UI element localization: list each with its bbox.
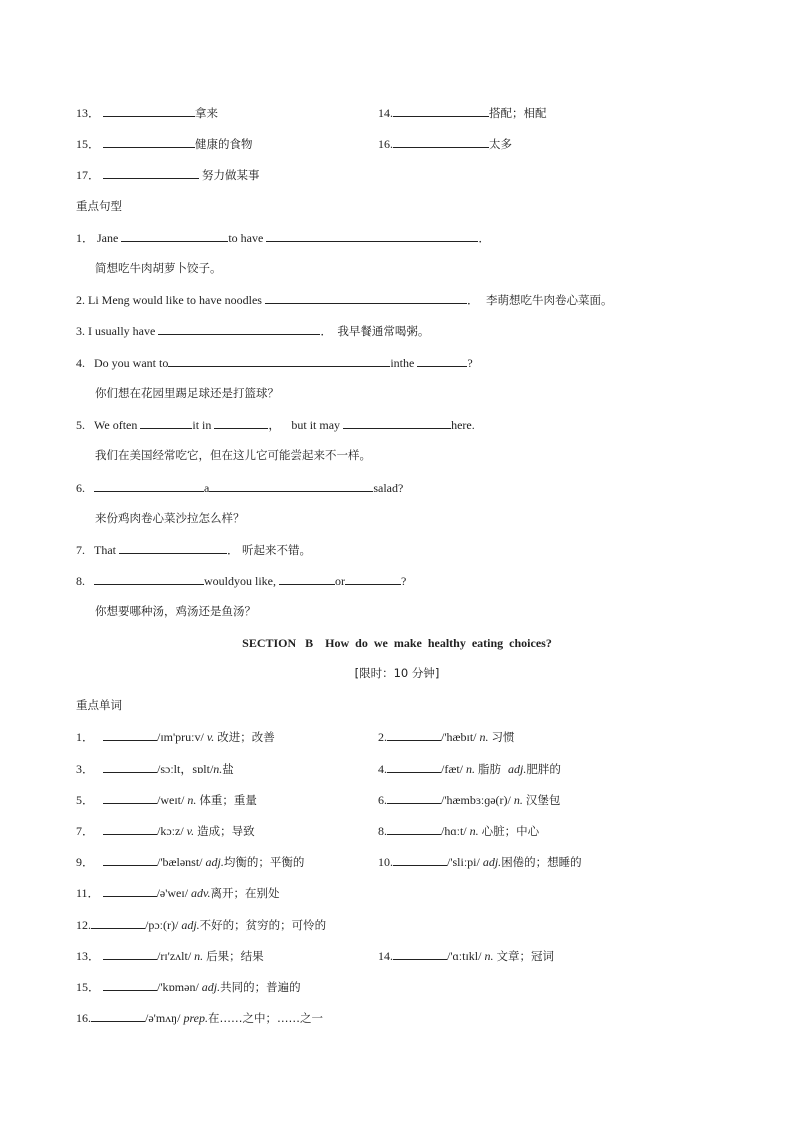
phrase-item (76, 167, 260, 182)
answer-blank[interactable] (140, 417, 192, 429)
sentence-text: We often (94, 418, 138, 432)
part-of-speech: adj. (482, 855, 502, 869)
answer-blank[interactable] (393, 948, 447, 960)
sentence-text: salad? (373, 481, 404, 495)
vocab-item (378, 823, 539, 838)
sentence-item (76, 480, 403, 495)
part-of-speech: n. (479, 730, 489, 744)
answer-blank[interactable] (91, 1010, 145, 1022)
phonetic: /ɪm'pruːv/ (157, 730, 204, 744)
sentence-text: to have (228, 231, 264, 245)
answer-blank[interactable] (417, 355, 467, 367)
answer-blank[interactable] (103, 729, 157, 741)
part-of-speech: prep. (183, 1011, 208, 1025)
sentence-item (76, 355, 473, 370)
sentence-text: ． (320, 324, 333, 338)
part-of-speech: n. (469, 824, 479, 838)
word-meaning: 改进；改善 (217, 730, 275, 744)
answer-blank[interactable] (103, 885, 157, 897)
part-of-speech: adj. (201, 980, 221, 994)
section-title: SECTION B How do we make healthy eating choices? (242, 636, 552, 650)
item-number: 8. (378, 824, 387, 838)
answer-blank[interactable] (103, 167, 199, 179)
sentence-text: ， (268, 418, 281, 432)
answer-blank[interactable] (345, 573, 401, 585)
word-meaning: 在……之中；……之一 (208, 1011, 323, 1025)
vocab-item (378, 761, 561, 776)
item-number: 6. (378, 793, 387, 807)
word-meaning: 困倦的；想睡的 (501, 855, 582, 869)
answer-blank[interactable] (103, 823, 157, 835)
item-number: 1． (76, 231, 95, 245)
answer-blank[interactable] (393, 105, 489, 117)
phonetic: /'kɒmən/ (157, 980, 199, 994)
word-meaning: 汉堡包 (525, 793, 561, 807)
word-meaning: 脂肪 (478, 762, 502, 776)
vocab-item (378, 948, 554, 963)
item-number: 8. (76, 574, 85, 588)
sentence-translation: 简想吃牛肉胡萝卜饺子。 (95, 261, 222, 275)
answer-blank[interactable] (103, 136, 195, 148)
part-of-speech: adj. (181, 918, 200, 932)
answer-blank[interactable] (103, 761, 157, 773)
part-of-speech: n. (194, 949, 204, 963)
part-of-speech: n. (213, 762, 223, 776)
answer-blank[interactable] (121, 230, 228, 242)
sentence-translation: 你想要哪种汤，鸡汤还是鱼汤？ (95, 604, 256, 618)
sentence-text: ． (478, 231, 491, 245)
answer-blank[interactable] (265, 292, 467, 304)
part-of-speech: adj. (508, 762, 527, 776)
phonetic: /hɑːt/ (441, 824, 467, 838)
phonetic: /'hæmbɜːɡə(r)/ (441, 793, 511, 807)
answer-blank[interactable] (209, 480, 373, 492)
phonetic: /rɪ'zʌlt/ (157, 949, 192, 963)
word-meaning: 造成；导致 (197, 824, 255, 838)
vocab-item (76, 917, 326, 932)
vocab-item (378, 729, 515, 744)
vocab-item (76, 761, 234, 776)
phrase-meaning: 拿来 (195, 106, 219, 120)
part-of-speech: n. (484, 949, 494, 963)
word-meaning: 均衡的；平衡的 (223, 855, 305, 869)
answer-blank[interactable] (91, 917, 145, 929)
item-number: 7． (76, 824, 95, 838)
item-number: 13． (76, 949, 101, 963)
item-number: 1． (76, 730, 95, 744)
phonetic: /'hæbɪt/ (441, 730, 477, 744)
sentence-text: here. (451, 418, 475, 432)
word-meaning: 体重；重量 (199, 793, 257, 807)
sentence-text: it in (192, 418, 212, 432)
vocab-item (76, 823, 255, 838)
phonetic: /'ɑːtɪkl/ (447, 949, 482, 963)
phrase-meaning: 努力做某事 (202, 168, 260, 182)
answer-blank[interactable] (387, 761, 441, 773)
item-number: 3． (76, 762, 95, 776)
vocab-item (76, 885, 279, 900)
part-of-speech: v. (206, 730, 215, 744)
sentence-text: wouldyou like, (204, 574, 276, 588)
sentence-text: but it may (291, 418, 341, 432)
phonetic: /'sliːpi/ (447, 855, 480, 869)
part-of-speech: n. (187, 793, 197, 807)
phonetic: /ə'mʌŋ/ (145, 1011, 181, 1025)
phrase-meaning: 健康的食物 (195, 137, 253, 151)
item-number: 11． (76, 886, 100, 900)
word-meaning: 盐 (222, 762, 234, 776)
item-number: 12. (76, 918, 91, 932)
item-number: 14. (378, 106, 393, 120)
time-limit: [限时：10 分钟] (354, 666, 440, 680)
vocab-item (76, 854, 304, 869)
sentence-text: ． (227, 543, 240, 557)
word-meaning: 不好的；贫穷的；可怜的 (199, 918, 327, 932)
answer-blank[interactable] (343, 417, 451, 429)
item-number: 2. (378, 730, 387, 744)
answer-blank[interactable] (103, 948, 157, 960)
item-number: 14. (378, 949, 393, 963)
section-heading: 重点单词 (76, 698, 122, 712)
sentence-text: ? (467, 356, 473, 370)
sentence-translation: 你们想在花园里踢足球还是打篮球？ (95, 386, 279, 400)
answer-blank[interactable] (393, 136, 489, 148)
item-number: 13． (76, 106, 101, 120)
sentence-item (76, 542, 311, 557)
answer-blank[interactable] (387, 729, 441, 741)
item-number: 15． (76, 137, 101, 151)
phonetic: /pɔː(r)/ (145, 918, 179, 932)
sentence-text: ? (401, 574, 407, 588)
part-of-speech: adv. (191, 886, 211, 900)
phonetic: /fæt/ (441, 762, 464, 776)
answer-blank[interactable] (103, 105, 195, 117)
sentence-text: 2. Li Meng would like to have noodles (76, 293, 262, 307)
vocab-item (76, 729, 275, 744)
vocab-item (76, 792, 257, 807)
sentence-translation: 来份鸡肉卷心菜沙拉怎么样？ (95, 511, 245, 525)
answer-blank[interactable] (279, 573, 335, 585)
sentence-item (76, 292, 613, 307)
answer-blank[interactable] (119, 542, 227, 554)
item-number: 15． (76, 980, 101, 994)
answer-blank[interactable] (387, 792, 441, 804)
answer-blank[interactable] (103, 792, 157, 804)
word-meaning: 后果；结果 (206, 949, 264, 963)
section-heading: 重点句型 (76, 199, 122, 213)
sentence-text: inthe (390, 356, 415, 370)
vocab-item (76, 979, 301, 994)
answer-blank[interactable] (103, 854, 157, 866)
phrase-meaning: 太多 (489, 137, 512, 151)
phonetic: /sɔːlt，sɒlt/ (157, 762, 214, 776)
answer-blank[interactable] (393, 854, 447, 866)
word-meaning: 心脏；中心 (481, 824, 540, 838)
item-number: 16. (378, 137, 393, 151)
answer-blank[interactable] (266, 230, 478, 242)
part-of-speech: n. (513, 793, 523, 807)
phrase-item (378, 136, 512, 151)
answer-blank[interactable] (158, 323, 320, 335)
item-number: 5. (76, 418, 85, 432)
phrase-meaning: 搭配；相配 (489, 106, 547, 120)
item-number: 16. (76, 1011, 91, 1025)
answer-blank[interactable] (214, 417, 268, 429)
item-number: 6. (76, 481, 85, 495)
vocab-item (76, 948, 264, 963)
word-meaning: 习惯 (491, 730, 515, 744)
sentence-translation: 我们在美国经常吃它，但在这儿它可能尝起来不一样。 (95, 448, 371, 462)
sentence-text: That (94, 543, 116, 557)
answer-blank[interactable] (103, 979, 157, 991)
sentence-item (76, 573, 406, 588)
sentence-text: 3. I usually have (76, 324, 156, 338)
vocab-item (76, 1010, 323, 1025)
item-number: 5． (76, 793, 95, 807)
item-number: 10. (378, 855, 393, 869)
word-meaning: 肥胖的 (526, 762, 561, 776)
part-of-speech: n. (466, 762, 476, 776)
phonetic: /weɪt/ (157, 793, 185, 807)
word-meaning: 离开；在别处 (210, 886, 280, 900)
phrase-item (378, 105, 547, 120)
answer-blank[interactable] (387, 823, 441, 835)
sentence-item (76, 323, 429, 338)
phrase-item (76, 105, 218, 120)
phonetic: /'bælənst/ (157, 855, 203, 869)
answer-blank[interactable] (168, 355, 390, 367)
phrase-item (76, 136, 253, 151)
part-of-speech: adj. (205, 855, 224, 869)
item-number: 9． (76, 855, 95, 869)
sentence-text: ． (466, 293, 479, 307)
phonetic: /kɔːz/ (157, 824, 184, 838)
vocab-item (378, 854, 582, 869)
sentence-item (76, 417, 475, 432)
item-number: 4. (76, 356, 85, 370)
vocab-item (378, 792, 560, 807)
sentence-text: Do you want to (94, 356, 169, 370)
item-number: 7. (76, 543, 85, 557)
word-meaning: 共同的；普遍的 (220, 980, 301, 994)
sentence-text: or (335, 574, 345, 588)
word-meaning: 文章；冠词 (496, 949, 554, 963)
phonetic: /ə'weɪ/ (156, 886, 189, 900)
part-of-speech: v. (186, 824, 195, 838)
sentence-translation: 我早餐通常喝粥。 (337, 324, 430, 338)
sentence-translation: 听起来不错。 (242, 543, 312, 557)
sentence-translation: 李萌想吃牛肉卷心菜面。 (486, 293, 613, 307)
answer-blank[interactable] (94, 573, 204, 585)
answer-blank[interactable] (94, 480, 204, 492)
sentence-text: a (204, 481, 210, 495)
item-number: 4. (378, 762, 387, 776)
item-number: 17． (76, 168, 101, 182)
sentence-text: Jane (97, 231, 119, 245)
sentence-item (76, 230, 490, 245)
